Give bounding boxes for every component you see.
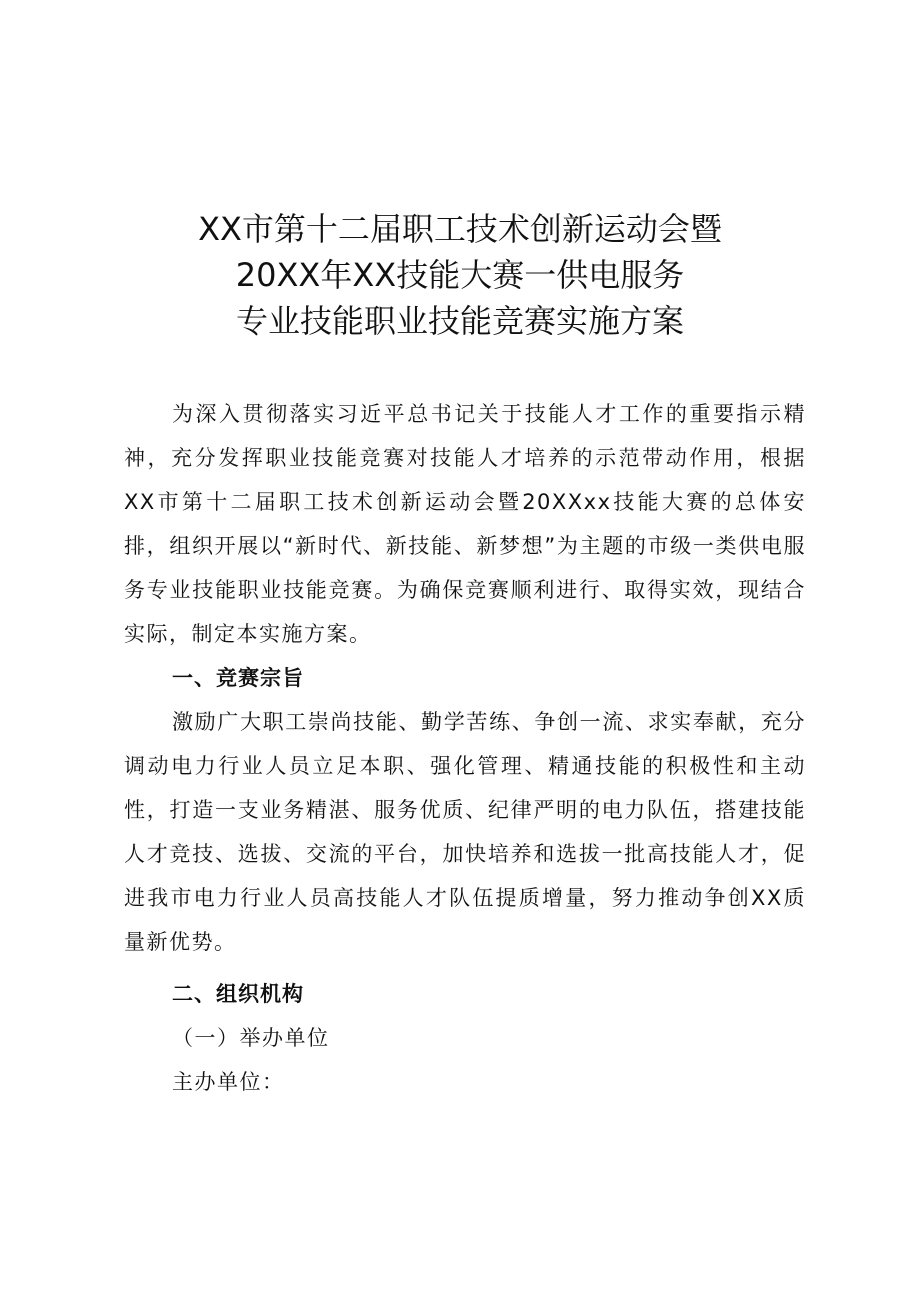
document-body [124, 392, 806, 1104]
section-paragraph-purpose: 激励广大职工崇尚技能、勤学苦练、争创一流、求实奉献，充分调动电力行业人员立足本职、强化管理、精通技能的积极性和主动性，打造一支业务精湛、服务优质、纪律严明的电力队伍，搭建技能人才竞技、选拔、交流的平台，加快培养和选拔一批高技能人才，促进我市电力行业人员高技能人才队伍提质增量，努力推动争创XX质量新优势。 [124, 710, 806, 954]
section-heading-purpose: 一、竞赛宗旨 [172, 666, 304, 690]
section-heading-organization: 二、组织机构 [172, 982, 304, 1006]
title-line-3: 专业技能职业技能竞赛实施方案 [235, 302, 684, 340]
subsection-heading-organizers: （一）举办单位 [172, 1026, 330, 1050]
intro-paragraph: 为深入贯彻落实习近平总书记关于技能人才工作的重要指示精神，充分发挥职业技能竞赛对技能人才培养的示范带动作用，根据XX市第十二届职工技术创新运动会暨20XXxx技能大赛的总体安排，组织开展以“新时代、新技能、新梦想”为主题的市级一类供电服务专业技能职业技能竞赛。为确保竞赛顺利进行、取得实效，现结合实际，制定本实施方案。 [124, 402, 806, 646]
title-line-1: XX市第十二届职工技术创新运动会暨 [198, 210, 722, 248]
document-title [0, 206, 920, 344]
organizer-item: 主办单位： [172, 1070, 285, 1094]
title-line-2: 20XX年XX技能大赛一供电服务 [235, 256, 685, 294]
